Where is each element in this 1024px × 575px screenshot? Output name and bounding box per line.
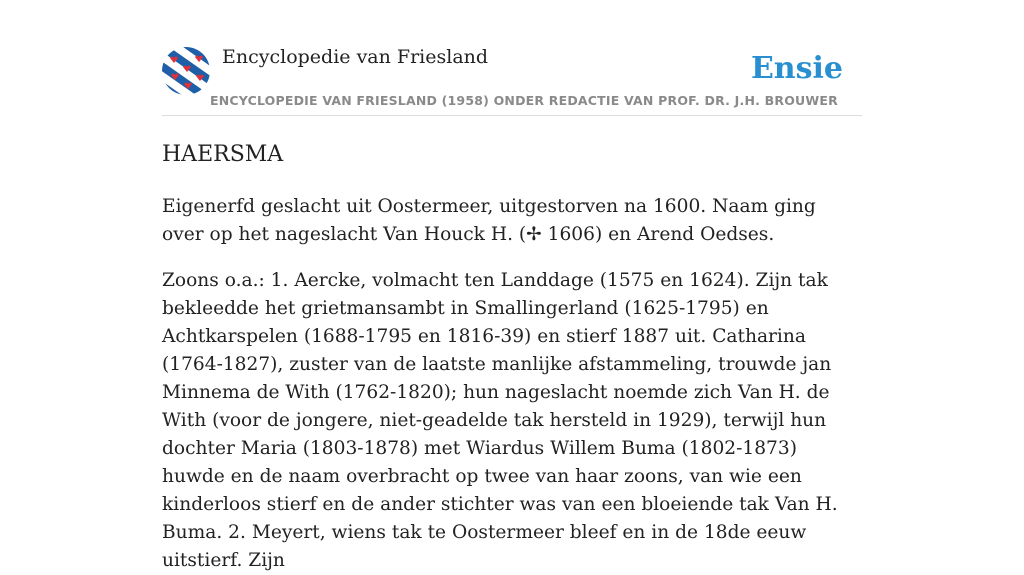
entry-title: HAERSMA	[162, 142, 284, 167]
entry-paragraph: Eigenerfd geslacht uit Oostermeer, uitgestorven na 1600. Naam ging over op het nageslacht Van Houck H. (✢ 1606) en Arend Oedses.	[162, 196, 816, 245]
source-title[interactable]: Encyclopedie van Friesland	[222, 46, 489, 68]
entry-paragraph: Zoons o.a.: 1. Aercke, volmacht ten Landdage (1575 en 1624). Zijn tak bekleedde het grietmansambt in Smallingerland (1625-1795) en Achtkarspelen (1688-1795 en 1816-39) en stierf 1887 uit. Catharina (1764-1827), zuster van de laatste manlijke afstammeling, trouwde jan Minnema de With (1762-1820); hun nageslacht noemde zich Van H. de With (voor de jongere, niet-geadelde tak hersteld in 1929), terwijl hun dochter Maria (1803-1878) met Wiardus Willem Buma (1802-1873) huwde en de naam overbracht op twee van haar zoons, van wie een kinderloos stierf en de ander stichter was van een bloeiende tak Van H. Buma. 2. Meyert, wiens tak te Oostermeer bleef en in de 18de eeuw uitstierf. Zijn	[162, 270, 838, 571]
source-subtitle: ENCYCLOPEDIE VAN FRIESLAND (1958) ONDER REDACTIE VAN PROF. DR. J.H. BROUWER	[210, 93, 838, 108]
content-column	[162, 0, 862, 575]
header	[162, 0, 862, 116]
ensie-logo[interactable]: Ensie	[750, 51, 843, 86]
frisian-flag-logo-icon[interactable]	[162, 47, 210, 95]
